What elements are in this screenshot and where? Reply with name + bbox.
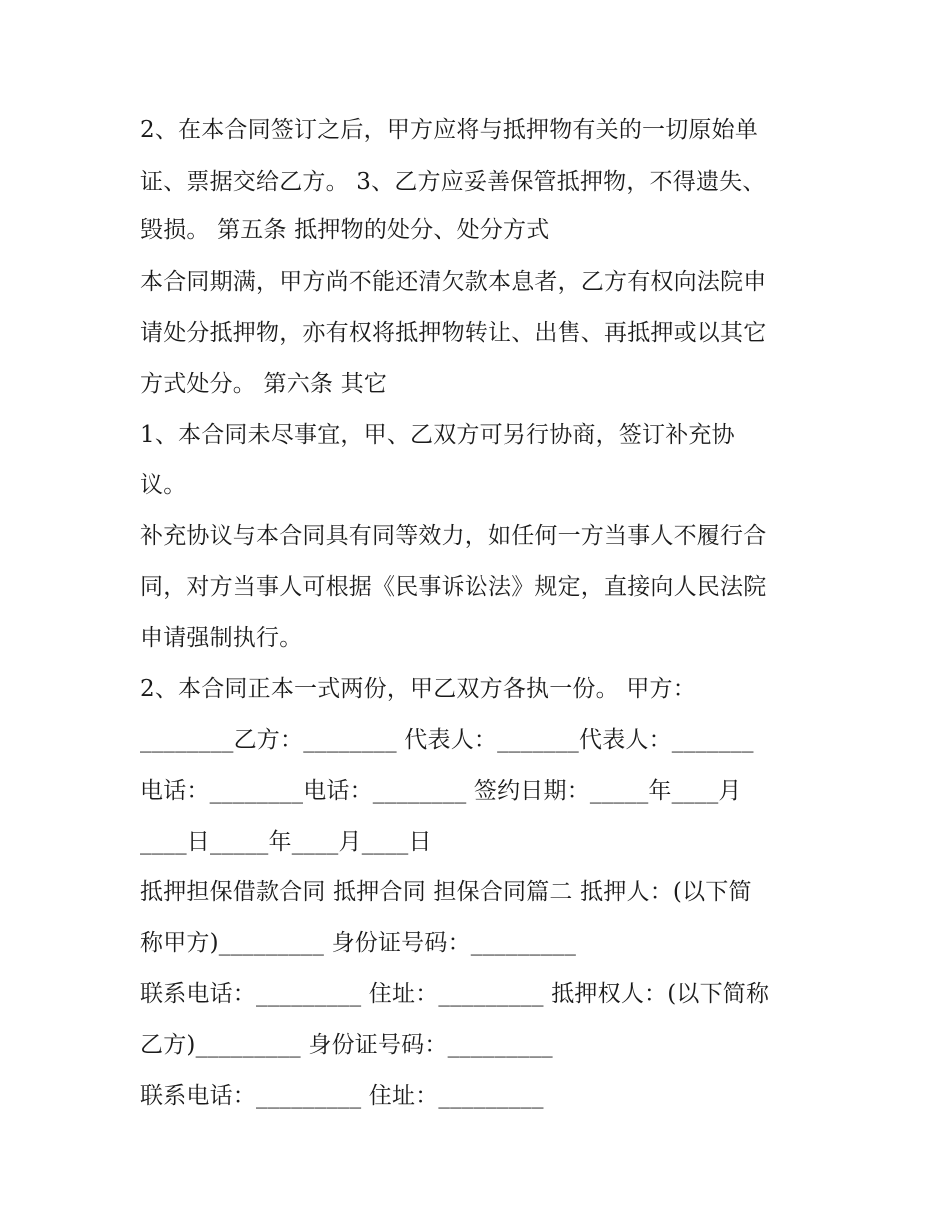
text-line: 抵押担保借款合同 抵押合同 担保合同篇二 抵押人：(以下简 [140, 879, 752, 905]
text-line: 证、票据交给乙方。 3、乙方应妥善保管抵押物，不得遗失、 [140, 169, 766, 195]
section-heading-line: 方式处分。 第六条 其它 [140, 371, 388, 397]
form-blank-line: 称甲方)_________ 身份证号码：_________ [140, 930, 577, 956]
text-line: 议。 [140, 472, 187, 498]
text-line: 补充协议与本合同具有同等效力，如任何一方当事人不履行合 [140, 523, 767, 549]
signature-blank-line: 电话：________电话：________ 签约日期：_____年____月 [140, 778, 742, 804]
form-blank-line: 联系电话：_________ 住址：_________ 抵押权人：(以下简称 [140, 981, 770, 1007]
section-heading-line: 毁损。 第五条 抵押物的处分、处分方式 [140, 217, 550, 243]
signature-blank-line: ________乙方：________ 代表人：_______代表人：_______ [140, 727, 754, 753]
text-line: 2、在本合同签订之后，甲方应将与抵押物有关的一切原始单 [140, 117, 759, 143]
date-blank-line: ____日_____年____月____日 [140, 829, 432, 855]
text-line: 本合同期满，甲方尚不能还清欠款本息者，乙方有权向法院申 [140, 269, 767, 295]
form-blank-line: 乙方)_________ 身份证号码：_________ [140, 1032, 553, 1058]
text-line: 1、本合同未尽事宜，甲、乙双方可另行协商，签订补充协 [140, 422, 735, 448]
text-line: 2、本合同正本一式两份，甲乙双方各执一份。 甲方： [140, 676, 696, 702]
form-blank-line: 联系电话：_________ 住址：_________ [140, 1083, 544, 1109]
text-line: 请处分抵押物，亦有权将抵押物转让、出售、再抵押或以其它 [140, 320, 767, 346]
text-line: 同，对方当事人可根据《民事诉讼法》规定，直接向人民法院 [140, 574, 767, 600]
text-line: 申请强制执行。 [140, 625, 303, 651]
